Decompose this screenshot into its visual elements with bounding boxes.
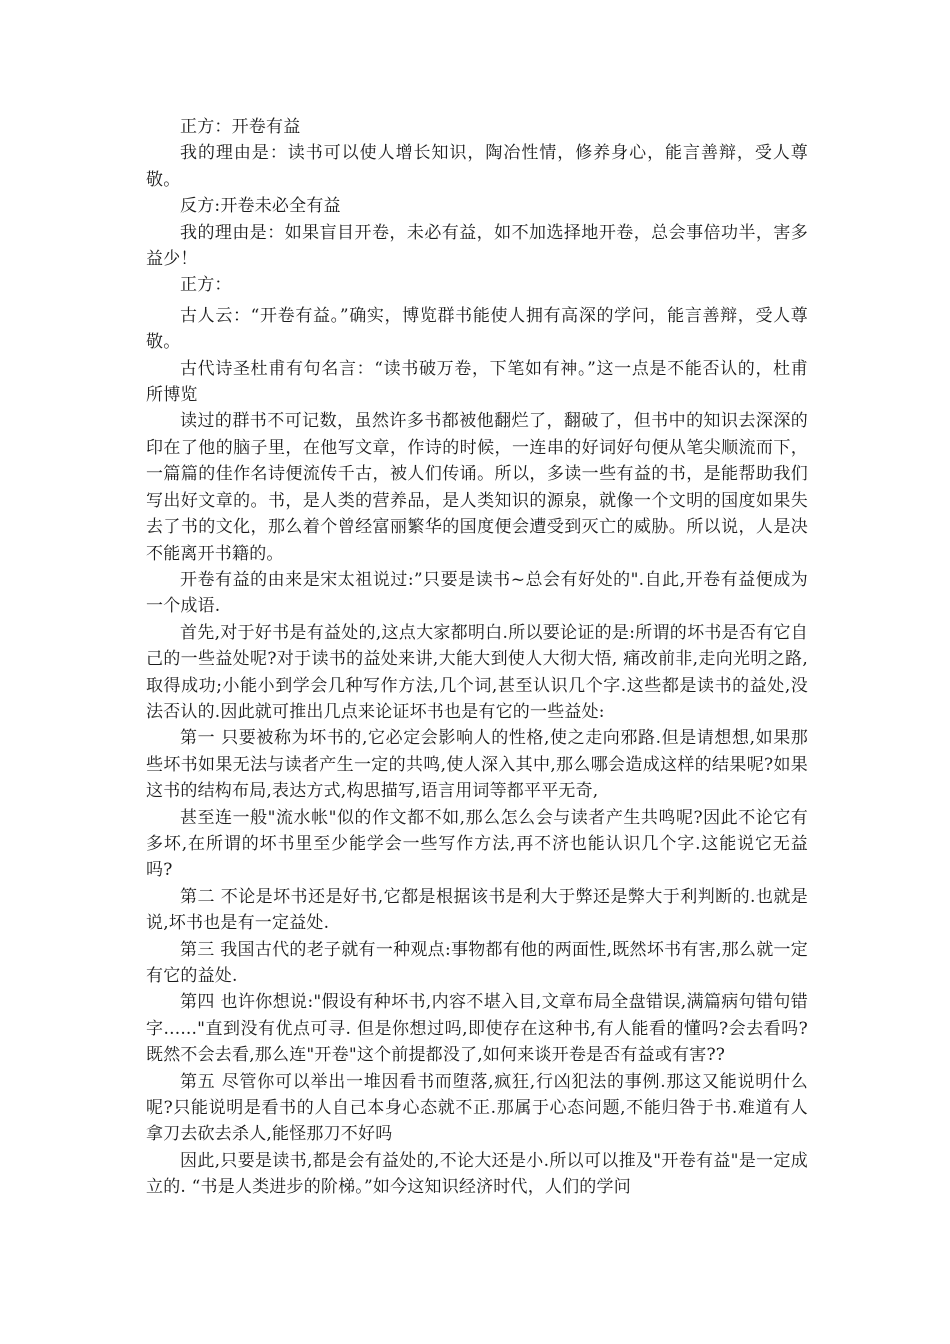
paragraph-idiom-origin: 开卷有益的由来是宋太祖说过:”只要是读书~总会有好处的".自此,开卷有益便成为一个成语.	[146, 569, 808, 617]
paragraph-du-fu-reading: 读过的群书不可记数，虽然许多书都被他翻烂了，翻破了，但书中的知识去深深的印在了他的脑子里，在他写文章，作诗的时候，一连串的好词好句便从笔尖顺流而下，一篇篇的佳作名诗便流传千古，被人们传诵。所以，多读一些有益的书，是能帮助我们写出好文章的。书，是人类的营养品，是人类知识的源泉，就像一个文明的国度如果失去了书的文化，那么着个曾经富丽繁华的国度便会遭受到灭亡的威胁。所以说，人是决不能离开书籍的。	[146, 411, 808, 564]
paragraph-point-four: 第四 也许你想说:"假设有种坏书,内容不堪入目,文章布局全盘错误,满篇病句错句错字......"直到没有优点可寻. 但是你想过吗,即使存在这种书,有人能看的懂吗?会去看吗?既然不会去看,那么连"开卷"这个前提都没了,如何来谈开卷是否有益或有害??	[146, 992, 808, 1066]
paragraph-pro-reason: 我的理由是：读书可以使人增长知识，陶冶性情，修养身心，能言善辩，受人尊敬。	[146, 143, 808, 190]
paragraph-pro-claim: 正方：开卷有益	[180, 117, 301, 137]
paragraph-point-five: 第五 尽管你可以举出一堆因看书而堕落,疯狂,行凶犯法的事例.那这又能说明什么呢?只能说明是看书的人自己本身心态就不正.那属于心态问题,不能归咎于书.难道有人拿刀去砍去杀人,能怪那刀不好吗	[146, 1071, 808, 1145]
paragraph-point-one-continued: 甚至连一般"流水帐"似的作文都不如,那么怎么会与读者产生共鸣呢?因此不论它有多坏,在所谓的坏书里至少能学会一些写作方法,再不济也能认识几个字.这能说它无益吗?	[146, 807, 808, 881]
paragraph-con-reason: 我的理由是：如果盲目开卷，未必有益，如不加选择地开卷，总会事倍功半，害多益少！	[146, 222, 808, 270]
paragraph-pro-heading: 正方：	[180, 275, 232, 296]
paragraph-con-claim: 反方:开卷未必全有益	[180, 196, 341, 217]
paragraph-point-one: 第一 只要被称为坏书的,它必定会影响人的性格,使之走向邪路.但是请想想,如果那些坏书如果无法与读者产生一定的共鸣,使人深入其中,那么哪会造成这样的结果呢?如果这书的结构布局,表达方式,构思描写,语言用词等都平平无奇,	[146, 728, 808, 802]
paragraph-first-argument: 首先,对于好书是有益处的,这点大家都明白.所以要论证的是:所谓的坏书是否有它自己的一些益处呢?对于读书的益处来讲,大能大到使人大彻大悟, 痛改前非,走向光明之路,取得成功;小能小到学会几种写作方法,几个词,甚至认识几个字.这些都是读书的益处,没法否认的.因此就可推出几点来论证坏书也是有它的一些益处:	[146, 622, 808, 722]
paragraph-conclusion: 因此,只要是读书,都是会有益处的,不论大还是小.所以可以推及"开卷有益"是一定成立的. “书是人类进步的阶梯。”如今这知识经济时代，人们的学问	[146, 1150, 808, 1198]
paragraph-point-three: 第三 我国古代的老子就有一种观点:事物都有他的两面性,既然坏书有害,那么就一定有它的益处.	[146, 939, 808, 986]
paragraph-point-two: 第二 不论是坏书还是好书,它都是根据该书是利大于弊还是弊大于利判断的.也就是说,坏书也是有一定益处.	[146, 886, 808, 934]
paragraph-du-fu-quote: 古代诗圣杜甫有句名言：“读书破万卷，下笔如有神。”这一点是不能否认的，杜甫所博览	[146, 358, 808, 406]
document-body	[146, 114, 808, 1201]
paragraph-ancient-saying: 古人云：“开卷有益。”确实，博览群书能使人拥有高深的学问，能言善辩，受人尊敬。	[146, 305, 808, 353]
